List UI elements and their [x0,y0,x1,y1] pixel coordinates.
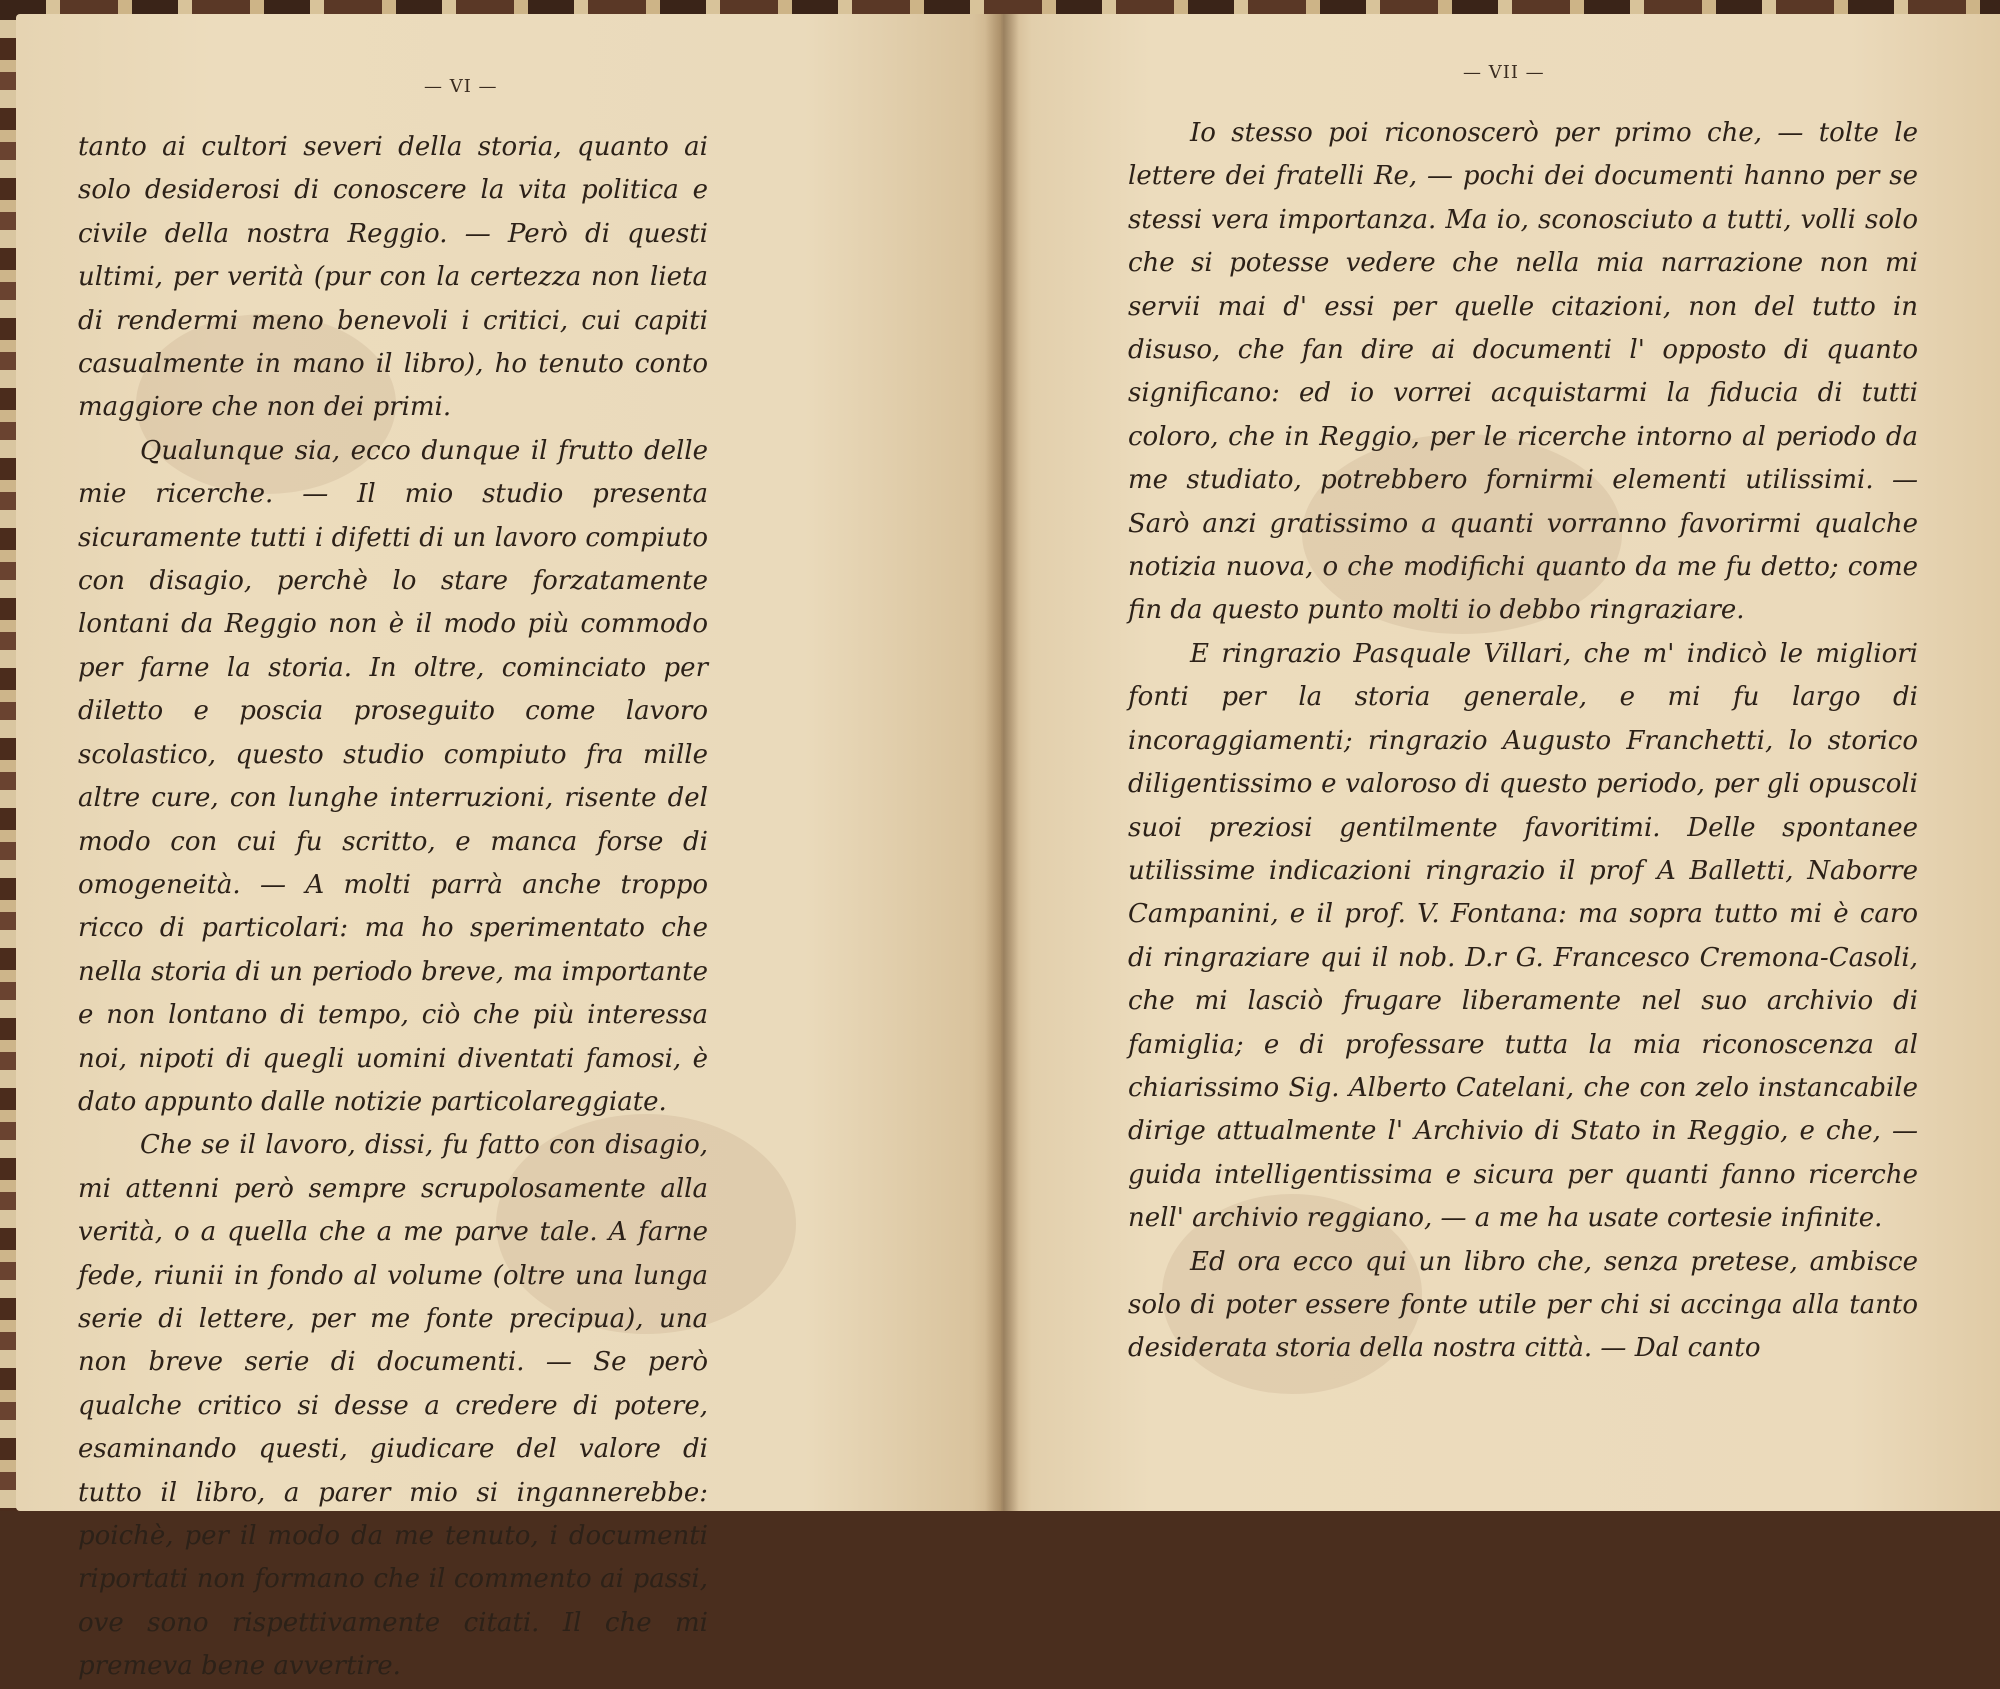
paragraph: E ringrazio Pasquale Villari, che m' indicò le migliori fonti per la storia generale, e mi fu largo di incoraggiamenti; ringrazio Augusto Franchetti, lo storico diligentissimo e valoroso di questo periodo, per gli opuscoli suoi preziosi gentilmente favoritimi. Delle spontanee utilissime indicazioni ringrazio il prof A Balletti, Naborre Campanini, e il prof. V. Fontana: ma sopra tutto mi è caro di ringraziare qui il nob. D.r G. Francesco Cremona-Casoli, che mi lasciò frugare liberamente nel suo archivio di famiglia; e di professare tutta la mia riconoscenza al chiarissimo Sig. Alberto Catelani, che con zelo instancabile dirige attualmente l' Archivio di Stato in Reggio, e che, — guida intelligentissima e sicura per quanti fanno ricerche nell' archivio reggiano, — a me ha usate cortesie infinite. [1128,638,1918,1234]
paragraph: Ed ora ecco qui un libro che, senza pretese, ambisce solo di poter essere fonte utile per chi si accinga alla tanto desiderata storia della nostra città. — Dal canto [1128,1246,1918,1364]
left-page [16,14,1002,1682]
book-gutter [985,14,1019,1511]
paragraph: Io stesso poi riconoscerò per primo che, — tolte le lettere dei fratelli Re, — pochi dei documenti hanno per se stessi vera importanza. Ma io, sconosciuto a tutti, volli solo che si potesse vedere che nella mia narrazione non mi servii mai d' essi per quelle citazioni, non del tutto in disuso, che fan dire ai documenti l' opposto di quanto significano: ed io vorrei acquistarmi la fiducia di tutti coloro, che in Reggio, per le ricerche intorno al periodo da me studiato, potrebbero fornirmi elementi utilissimi. — Sarò anzi gratissimo a quanti vorranno favorirmi qualche notizia nuova, o che modifichi quanto da me fu detto; come fin da questo punto molti io debbo ringraziare. [1128,118,1918,626]
paragraph: Che se il lavoro, dissi, fu fatto con disagio, mi attenni però sempre scrupolosamente alla verità, o a quella che a me parve tale. A farne fede, riunii in fondo al volume (oltre una lunga serie di lettere, per me fonte precipua), una non breve serie di documenti. — Se però qualche critico si desse a credere di potere, esaminando questi, giudicare del valore di tutto il libro, a parer mio si ingannerebbe: poichè, per il modo da me tenuto, i documenti riportati non formano che il commento ai passi, ove sono rispettivamente citati. Il che mi premeva bene avvertire. [78,1130,708,1682]
right-page-text [1128,112,1918,1371]
paragraph: Qualunque sia, ecco dunque il frutto delle mie ricerche. — Il mio studio presenta sicuramente tutti i difetti di un lavoro compiuto con disagio, perchè lo stare forzatamente lontani da Reggio non è il modo più commodo per farne la storia. In oltre, cominciato per diletto e poscia proseguito come lavoro scolastico, questo studio compiuto fra mille altre cure, con lunghe interruzioni, risente del modo con cui fu scritto, e manca forse di omogeneità. — A molti parrà anche troppo ricco di particolari: ma ho sperimentato che nella storia di un periodo breve, ma importante e non lontano di tempo, ciò che più interessa noi, nipoti di quegli uomini diventati famosi, è dato appunto dalle notizie particolareggiate. [78,435,708,1117]
paragraph: tanto ai cultori severi della storia, quanto ai solo desiderosi di conoscere la vita politica e civile della nostra Reggio. — Però di questi ultimi, per verità (pur con la certezza non lieta di rendermi meno benevoli i critici, cui capiti casualmente in mano il libro), ho tenuto conto maggiore che non dei primi. [78,132,708,423]
right-page [1002,14,2000,1511]
page-number-right: — VII — [1463,62,1545,83]
left-page-text [78,126,708,1689]
page-number-left: — VI — [424,76,498,97]
